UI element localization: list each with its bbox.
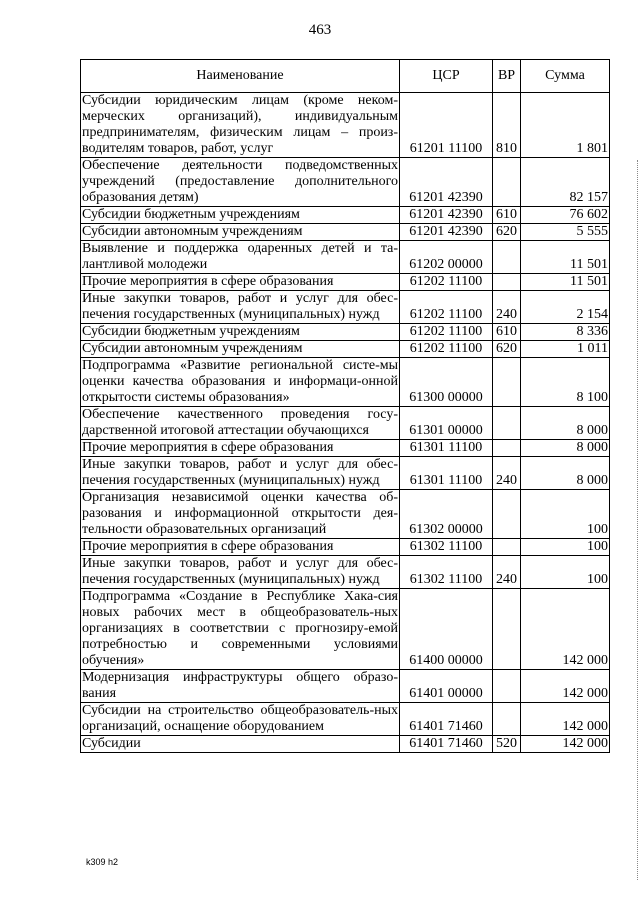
cell-csr: 61202 11100 xyxy=(400,291,493,324)
cell-name: Прочие мероприятия в сфере образования xyxy=(81,539,400,556)
cell-sum: 142 000 xyxy=(521,670,610,703)
table-row xyxy=(81,589,610,670)
scan-edge-mark xyxy=(635,160,638,880)
cell-vr: 810 xyxy=(493,93,521,158)
cell-name: Субсидии автономным учреждениям xyxy=(81,224,400,241)
table-row xyxy=(81,407,610,440)
cell-vr: 240 xyxy=(493,556,521,589)
table-body xyxy=(81,93,610,753)
table-row xyxy=(81,670,610,703)
cell-sum: 1 801 xyxy=(521,93,610,158)
cell-vr xyxy=(493,703,521,736)
cell-csr: 61201 11100 xyxy=(400,93,493,158)
cell-csr: 61401 00000 xyxy=(400,670,493,703)
cell-sum: 142 000 xyxy=(521,736,610,753)
cell-sum: 142 000 xyxy=(521,589,610,670)
cell-sum: 11 501 xyxy=(521,274,610,291)
cell-sum: 11 501 xyxy=(521,241,610,274)
table-row xyxy=(81,539,610,556)
cell-vr xyxy=(493,589,521,670)
cell-name: Иные закупки товаров, работ и услуг для обес-печения государственных (муниципальных) нужд xyxy=(82,457,398,488)
cell-vr: 610 xyxy=(493,207,521,224)
cell-name: Субсидии на строительство общеобразователь-ных организаций, оснащение оборудованием xyxy=(82,703,398,734)
cell-csr: 61201 42390 xyxy=(400,207,493,224)
cell-csr: 61202 11100 xyxy=(400,324,493,341)
cell-name: Субсидии юридическим лицам (кроме неком-мерческих организаций), индивидуальным предпринимателям, физическим лицам – произ-водителям товаров, работ, услуг xyxy=(82,93,398,156)
budget-table xyxy=(80,59,610,753)
cell-vr xyxy=(493,539,521,556)
cell-sum: 76 602 xyxy=(521,207,610,224)
cell-csr: 61202 11100 xyxy=(400,341,493,358)
cell-name: Иные закупки товаров, работ и услуг для обес-печения государственных (муниципальных) нужд xyxy=(82,556,398,587)
cell-csr: 61300 00000 xyxy=(400,358,493,407)
cell-sum: 8 000 xyxy=(521,457,610,490)
table-row xyxy=(81,241,610,274)
cell-name: Субсидии бюджетным учреждениям xyxy=(81,207,400,224)
cell-vr xyxy=(493,490,521,539)
cell-sum: 8 336 xyxy=(521,324,610,341)
cell-sum: 2 154 xyxy=(521,291,610,324)
cell-vr: 620 xyxy=(493,224,521,241)
cell-vr xyxy=(493,440,521,457)
cell-vr: 520 xyxy=(493,736,521,753)
cell-name: Подпрограмма «Развитие региональной систе-мы оценки качества образования и информаци-онной открытости системы образования» xyxy=(82,358,398,405)
table-row xyxy=(81,274,610,291)
cell-sum: 100 xyxy=(521,539,610,556)
cell-csr: 61400 00000 xyxy=(400,589,493,670)
table-row xyxy=(81,93,610,158)
cell-name: Субсидии автономным учреждениям xyxy=(81,341,400,358)
cell-sum: 82 157 xyxy=(521,158,610,207)
table-row xyxy=(81,490,610,539)
cell-csr: 61202 00000 xyxy=(400,241,493,274)
cell-name: Модернизация инфраструктуры общего образо-вания xyxy=(82,670,398,701)
cell-sum: 8 100 xyxy=(521,358,610,407)
cell-vr: 240 xyxy=(493,291,521,324)
cell-name: Субсидии бюджетным учреждениям xyxy=(81,324,400,341)
cell-csr: 61201 42390 xyxy=(400,158,493,207)
table-row xyxy=(81,358,610,407)
cell-csr: 61302 00000 xyxy=(400,490,493,539)
cell-csr: 61401 71460 xyxy=(400,703,493,736)
cell-sum: 8 000 xyxy=(521,407,610,440)
table-row xyxy=(81,324,610,341)
table-row xyxy=(81,440,610,457)
cell-vr xyxy=(493,358,521,407)
cell-name: Выявление и поддержка одаренных детей и та-лантливой молодежи xyxy=(82,241,398,272)
table-row xyxy=(81,703,610,736)
cell-vr xyxy=(493,241,521,274)
table-row xyxy=(81,341,610,358)
cell-name: Иные закупки товаров, работ и услуг для обес-печения государственных (муниципальных) нужд xyxy=(82,291,398,322)
cell-vr xyxy=(493,670,521,703)
table-row xyxy=(81,736,610,753)
page-number: 463 xyxy=(308,22,332,38)
cell-vr: 610 xyxy=(493,324,521,341)
cell-name: Организация независимой оценки качества об-разования и информационной открытости дея-тельности образовательных организаций xyxy=(82,490,398,537)
cell-name: Обеспечение деятельности подведомственных учреждений (предоставление дополнительного образования детям) xyxy=(82,158,398,205)
cell-sum: 5 555 xyxy=(521,224,610,241)
table-row xyxy=(81,224,610,241)
table-header-row xyxy=(81,60,610,93)
cell-vr: 240 xyxy=(493,457,521,490)
cell-csr: 61401 71460 xyxy=(400,736,493,753)
cell-vr xyxy=(493,274,521,291)
cell-sum: 8 000 xyxy=(521,440,610,457)
cell-vr: 620 xyxy=(493,341,521,358)
cell-csr: 61302 11100 xyxy=(400,539,493,556)
header-csr: ЦСР xyxy=(400,60,493,93)
cell-csr: 61201 42390 xyxy=(400,224,493,241)
cell-csr: 61202 11100 xyxy=(400,274,493,291)
cell-csr: 61301 11100 xyxy=(400,440,493,457)
header-vr: ВР xyxy=(493,60,521,93)
cell-csr: 61301 00000 xyxy=(400,407,493,440)
table-row xyxy=(81,207,610,224)
cell-vr xyxy=(493,407,521,440)
table-row xyxy=(81,158,610,207)
cell-name: Подпрограмма «Создание в Республике Хака-сия новых рабочих мест в общеобразователь-ных организациях в соответствии с прогнозиру-емой потребностью и современными условиями обучения» xyxy=(82,589,398,668)
cell-name: Субсидии xyxy=(81,736,400,753)
footer-code: k309 h2 xyxy=(86,857,119,867)
cell-sum: 1 011 xyxy=(521,341,610,358)
header-name: Наименование xyxy=(81,60,400,93)
header-sum: Сумма xyxy=(521,60,610,93)
cell-sum: 100 xyxy=(521,556,610,589)
cell-sum: 100 xyxy=(521,490,610,539)
cell-csr: 61302 11100 xyxy=(400,556,493,589)
cell-name: Прочие мероприятия в сфере образования xyxy=(81,440,400,457)
table-row xyxy=(81,556,610,589)
cell-vr xyxy=(493,158,521,207)
table-row xyxy=(81,457,610,490)
cell-sum: 142 000 xyxy=(521,703,610,736)
cell-name: Обеспечение качественного проведения госу-дарственной итоговой аттестации обучающихся xyxy=(82,407,398,438)
table-row xyxy=(81,291,610,324)
cell-name: Прочие мероприятия в сфере образования xyxy=(81,274,400,291)
cell-csr: 61301 11100 xyxy=(400,457,493,490)
